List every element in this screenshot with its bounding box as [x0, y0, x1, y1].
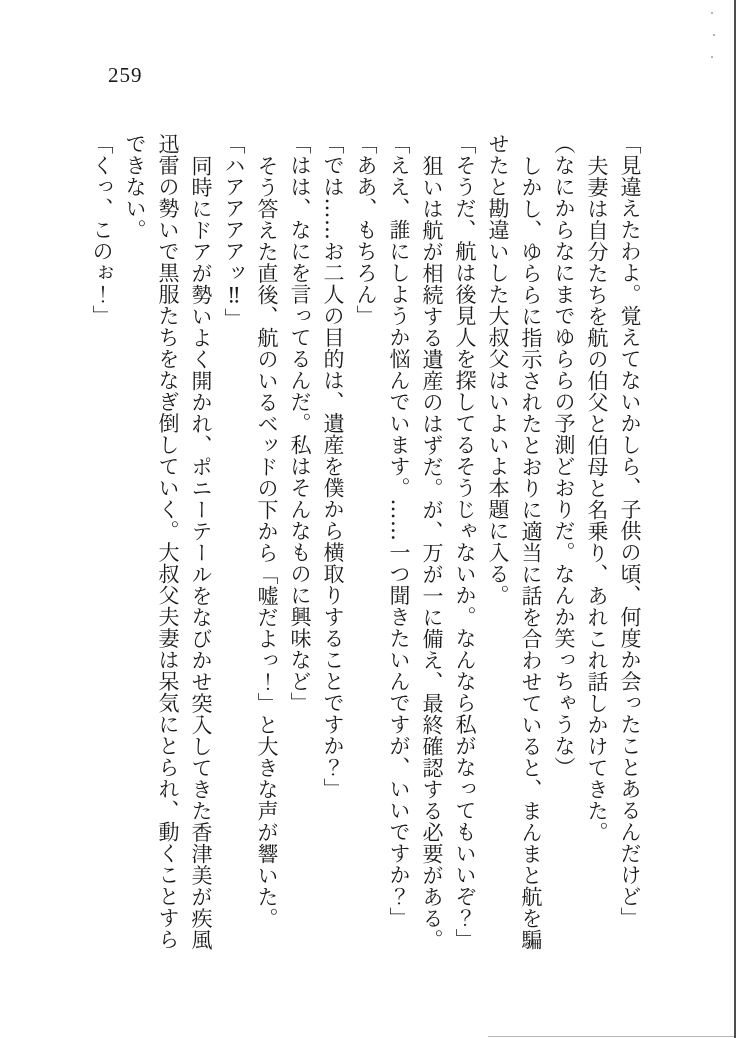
scan-speck	[711, 56, 713, 58]
text-line: 「そうだ、航は後見人を探してるそうじゃないか。なんなら私がなってもいいぞ？」	[453, 133, 477, 950]
text-line: 狙いは航が相続する遺産のはずだ。が、万が一に備え、最終確認する必要がある。	[420, 155, 444, 951]
text-line: 「では……お二人の目的は、遺産を僕から横取りすることですか？」	[321, 133, 345, 800]
text-line: そう答えた直後、航のいるベッドの下から「嘘だよっ！」と大きな声が響いた。	[255, 155, 279, 929]
text-line: 「見違えたわよ。覚えてないかしら、子供の頃、何度か会ったことあるんだけど」	[618, 133, 642, 929]
text-line: せたと勘違いした大叔父はいよいよ本題に入る。	[486, 133, 510, 606]
scan-edge-bottom	[488, 1036, 734, 1037]
text-line: 「くっ、このぉ！」	[90, 133, 114, 327]
text-line: 同時にドアが勢いよく開かれ、ポニーテールをなびかせ突入してきた香津美が疾風	[189, 155, 213, 951]
text-line: 迅雷の勢いで黒服たちをなぎ倒していく。大叔父夫妻は呆気にとられ、動くことすら	[156, 133, 180, 950]
scan-speck	[711, 12, 713, 14]
text-line: しかし、ゆららに指示されたとおりに適当に話を合わせていると、まんまと航を騙	[519, 155, 543, 951]
text-line: 夫妻は自分たちを航の伯父と伯母と名乗り、あれこれ話しかけてきた。	[585, 155, 609, 843]
text-line: 「ハアアアアッ‼」	[222, 133, 246, 330]
text-line: 「はは、なにを言ってるんだ。私はそんなものに興味など」	[288, 133, 312, 714]
text-line: できない。	[123, 133, 147, 241]
page-number: 259	[108, 63, 143, 87]
text-block	[84, 133, 646, 951]
scan-speck	[713, 34, 715, 36]
text-line: （なにからなにまでゆららの予測どおりだ。なんか笑っちゃうな）	[552, 133, 576, 778]
text-line: 「ええ、誰にしようか悩んでいます。……一つ聞きたいんですが、いいですか？」	[387, 133, 411, 929]
text-line: 「ああ、もちろん」	[354, 133, 378, 327]
